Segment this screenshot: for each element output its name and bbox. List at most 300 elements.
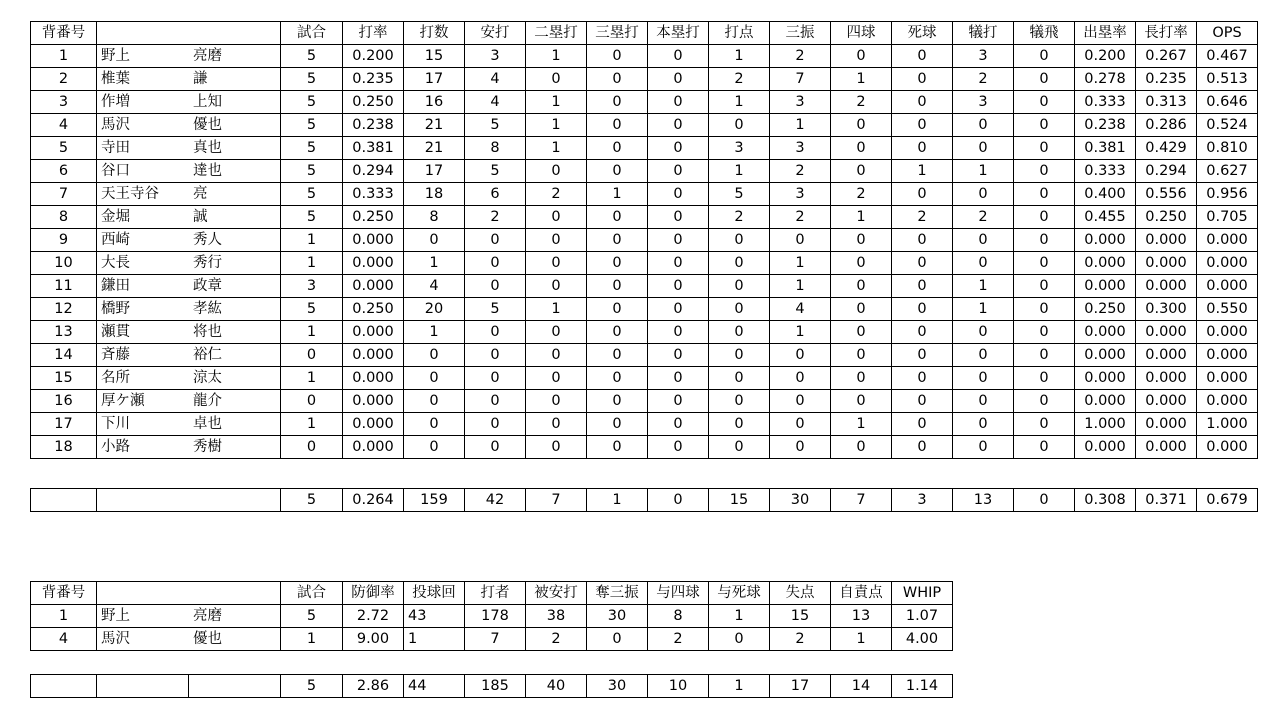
total-blank-cell <box>31 489 97 512</box>
pitching-header-cell: 試合 <box>281 582 343 605</box>
stat-t: 0 <box>587 45 648 68</box>
player-given-name: 優也 <box>193 117 222 133</box>
stat-h: 0 <box>465 321 526 344</box>
total-bb: 10 <box>648 675 709 698</box>
player-given-name: 龍介 <box>193 393 222 409</box>
stat-hbp: 0 <box>892 183 953 206</box>
stat-ab: 8 <box>404 206 465 229</box>
stat-slg: 0.000 <box>1136 436 1197 459</box>
batting-header-cell: OPS <box>1197 22 1258 45</box>
batting-row <box>31 114 1258 137</box>
player-given-name: 政章 <box>193 278 222 294</box>
stat-sh: 0 <box>953 114 1014 137</box>
stat-g: 5 <box>281 91 343 114</box>
batting-row <box>31 436 1258 459</box>
stat-avg: 0.000 <box>343 229 404 252</box>
total-ab: 159 <box>404 489 465 512</box>
stat-bb: 0 <box>831 229 892 252</box>
stat-bf: 7 <box>465 628 526 651</box>
player-name-cell <box>97 436 281 459</box>
player-family-name: 西崎 <box>101 232 130 248</box>
pitching-total-row <box>31 675 953 698</box>
stat-bb: 2 <box>831 91 892 114</box>
stat-obp: 0.250 <box>1075 298 1136 321</box>
stat-obp: 0.400 <box>1075 183 1136 206</box>
player-name-cell <box>97 298 281 321</box>
stat-t: 0 <box>587 344 648 367</box>
stat-sh: 0 <box>953 413 1014 436</box>
stat-avg: 0.250 <box>343 91 404 114</box>
stat-h: 8 <box>465 137 526 160</box>
stat-t: 0 <box>587 367 648 390</box>
stat-ops: 0.000 <box>1197 252 1258 275</box>
stat-sh: 0 <box>953 137 1014 160</box>
stat-slg: 0.429 <box>1136 137 1197 160</box>
stat-ab: 0 <box>404 413 465 436</box>
stat-ab: 17 <box>404 160 465 183</box>
stat-whip: 4.00 <box>892 628 953 651</box>
stat-hbp: 0 <box>892 137 953 160</box>
stat-ops: 0.000 <box>1197 367 1258 390</box>
stat-ops: 0.513 <box>1197 68 1258 91</box>
batting-header-cell: 二塁打 <box>526 22 587 45</box>
stat-g: 5 <box>281 298 343 321</box>
batting-total-table <box>30 488 1258 512</box>
stat-ab: 4 <box>404 275 465 298</box>
player-given-name: 亮 <box>193 186 208 202</box>
stat-ops: 0.705 <box>1197 206 1258 229</box>
stat-hr: 0 <box>648 344 709 367</box>
stat-avg: 0.250 <box>343 298 404 321</box>
stat-t: 1 <box>587 183 648 206</box>
jersey-number: 10 <box>31 252 97 275</box>
stat-rbi: 1 <box>709 45 770 68</box>
stat-d: 0 <box>526 206 587 229</box>
stat-so: 3 <box>770 183 831 206</box>
player-name-cell <box>97 390 281 413</box>
stat-ops: 0.467 <box>1197 45 1258 68</box>
stat-bb: 1 <box>831 413 892 436</box>
stat-avg: 0.000 <box>343 321 404 344</box>
pitching-header-row <box>31 582 953 605</box>
batting-row <box>31 321 1258 344</box>
stat-hr: 0 <box>648 275 709 298</box>
stat-hbp: 0 <box>892 436 953 459</box>
stat-hr: 0 <box>648 45 709 68</box>
stat-hr: 0 <box>648 137 709 160</box>
total-blank-cell <box>189 675 281 698</box>
stat-hbp: 0 <box>892 413 953 436</box>
stat-g: 1 <box>281 367 343 390</box>
jersey-number: 18 <box>31 436 97 459</box>
player-name-cell <box>97 229 281 252</box>
stat-ab: 18 <box>404 183 465 206</box>
player-name-cell <box>97 344 281 367</box>
stat-h: 0 <box>465 344 526 367</box>
stat-ops: 0.550 <box>1197 298 1258 321</box>
stat-avg: 0.381 <box>343 137 404 160</box>
stat-g: 5 <box>281 114 343 137</box>
stat-t: 0 <box>587 298 648 321</box>
batting-row <box>31 298 1258 321</box>
stat-t: 0 <box>587 229 648 252</box>
total-era: 2.86 <box>343 675 404 698</box>
stat-so: 0 <box>770 390 831 413</box>
stat-so: 3 <box>770 91 831 114</box>
stat-rbi: 2 <box>709 206 770 229</box>
player-given-name: 誠 <box>193 209 208 225</box>
stat-hr: 0 <box>648 68 709 91</box>
batting-stats-table <box>30 21 1258 459</box>
stat-hbp: 0 <box>892 91 953 114</box>
stat-sh: 0 <box>953 436 1014 459</box>
stat-ab: 1 <box>404 321 465 344</box>
batting-header-cell: 安打 <box>465 22 526 45</box>
batting-row <box>31 344 1258 367</box>
pitching-header-cell <box>97 582 281 605</box>
stat-hbp: 0 <box>892 321 953 344</box>
player-given-name: 真也 <box>193 140 222 156</box>
stat-hr: 0 <box>648 229 709 252</box>
player-name-cell <box>97 628 281 651</box>
stat-so: 7 <box>770 68 831 91</box>
pitching-header-cell: 投球回 <box>404 582 465 605</box>
stat-so: 2 <box>770 206 831 229</box>
batting-header-cell: 打点 <box>709 22 770 45</box>
stat-ops: 0.646 <box>1197 91 1258 114</box>
stat-sf: 0 <box>1014 45 1075 68</box>
player-family-name: 小路 <box>101 439 130 455</box>
stat-ab: 0 <box>404 390 465 413</box>
stat-hbp: 2 <box>892 206 953 229</box>
batting-row <box>31 45 1258 68</box>
stat-h: 5 <box>465 114 526 137</box>
stat-ops: 0.000 <box>1197 275 1258 298</box>
stat-so: 0 <box>770 367 831 390</box>
stat-h: 0 <box>465 252 526 275</box>
stat-g: 1 <box>281 252 343 275</box>
stat-slg: 0.000 <box>1136 413 1197 436</box>
player-name-cell <box>97 183 281 206</box>
stat-h: 5 <box>465 160 526 183</box>
stat-bb: 0 <box>831 275 892 298</box>
stat-slg: 0.000 <box>1136 275 1197 298</box>
stat-d: 0 <box>526 252 587 275</box>
stat-d: 0 <box>526 436 587 459</box>
stat-hr: 0 <box>648 367 709 390</box>
stat-ab: 0 <box>404 436 465 459</box>
stat-hbp: 0 <box>892 367 953 390</box>
stat-obp: 0.000 <box>1075 436 1136 459</box>
batting-row <box>31 137 1258 160</box>
stat-obp: 0.238 <box>1075 114 1136 137</box>
stat-h: 2 <box>526 628 587 651</box>
player-given-name: 上知 <box>193 94 222 110</box>
stat-rbi: 3 <box>709 137 770 160</box>
stat-sh: 1 <box>953 298 1014 321</box>
stat-sf: 0 <box>1014 390 1075 413</box>
stat-avg: 0.000 <box>343 413 404 436</box>
jersey-number: 7 <box>31 183 97 206</box>
total-d: 7 <box>526 489 587 512</box>
stat-bb: 2 <box>831 183 892 206</box>
stat-t: 0 <box>587 160 648 183</box>
player-name-cell <box>97 45 281 68</box>
stat-d: 0 <box>526 275 587 298</box>
jersey-number: 16 <box>31 390 97 413</box>
stat-sf: 0 <box>1014 436 1075 459</box>
player-name-cell <box>97 321 281 344</box>
stat-obp: 0.455 <box>1075 206 1136 229</box>
stat-ab: 0 <box>404 229 465 252</box>
stat-t: 0 <box>587 114 648 137</box>
stat-ab: 21 <box>404 114 465 137</box>
stat-sh: 0 <box>953 321 1014 344</box>
stat-rbi: 5 <box>709 183 770 206</box>
player-given-name: 亮磨 <box>193 608 222 624</box>
batting-row <box>31 229 1258 252</box>
stat-h: 4 <box>465 68 526 91</box>
stat-h: 5 <box>465 298 526 321</box>
batting-header-cell: 四球 <box>831 22 892 45</box>
stat-h: 0 <box>465 436 526 459</box>
total-sh: 13 <box>953 489 1014 512</box>
player-given-name: 達也 <box>193 163 222 179</box>
stat-h: 0 <box>465 390 526 413</box>
stat-rbi: 0 <box>709 413 770 436</box>
player-name-cell <box>97 252 281 275</box>
total-bf: 185 <box>465 675 526 698</box>
stat-obp: 0.000 <box>1075 344 1136 367</box>
batting-row <box>31 183 1258 206</box>
total-so: 30 <box>587 675 648 698</box>
stat-sf: 0 <box>1014 229 1075 252</box>
batting-header-cell: 長打率 <box>1136 22 1197 45</box>
player-given-name: 秀人 <box>193 232 222 248</box>
stat-ab: 0 <box>404 367 465 390</box>
player-name-cell <box>97 367 281 390</box>
stat-bb: 8 <box>648 605 709 628</box>
stat-obp: 0.000 <box>1075 252 1136 275</box>
stat-d: 0 <box>526 321 587 344</box>
stat-obp: 0.000 <box>1075 321 1136 344</box>
stat-whip: 1.07 <box>892 605 953 628</box>
stat-ab: 15 <box>404 45 465 68</box>
player-given-name: 涼太 <box>193 370 222 386</box>
stat-g: 1 <box>281 229 343 252</box>
stat-h: 0 <box>465 229 526 252</box>
stat-slg: 0.300 <box>1136 298 1197 321</box>
stat-so: 3 <box>770 137 831 160</box>
player-given-name: 亮磨 <box>193 48 222 64</box>
player-name-cell <box>97 91 281 114</box>
player-family-name: 寺田 <box>101 140 130 156</box>
batting-row <box>31 160 1258 183</box>
pitching-header-cell: 奪三振 <box>587 582 648 605</box>
stat-d: 0 <box>526 344 587 367</box>
stat-t: 0 <box>587 321 648 344</box>
stat-so: 0 <box>770 436 831 459</box>
stat-slg: 0.000 <box>1136 367 1197 390</box>
total-blank-cell <box>97 489 281 512</box>
stat-t: 0 <box>587 91 648 114</box>
total-bb: 7 <box>831 489 892 512</box>
stat-sf: 0 <box>1014 252 1075 275</box>
stat-avg: 0.000 <box>343 252 404 275</box>
stat-ops: 0.000 <box>1197 436 1258 459</box>
stat-d: 0 <box>526 229 587 252</box>
stat-t: 0 <box>587 206 648 229</box>
total-avg: 0.264 <box>343 489 404 512</box>
total-g: 5 <box>281 675 343 698</box>
player-family-name: 金堀 <box>101 209 130 225</box>
stat-bb: 0 <box>831 45 892 68</box>
pitching-header-cell: 自責点 <box>831 582 892 605</box>
batting-row <box>31 252 1258 275</box>
jersey-number: 6 <box>31 160 97 183</box>
stat-rbi: 0 <box>709 229 770 252</box>
stat-hr: 0 <box>648 91 709 114</box>
stat-sf: 0 <box>1014 160 1075 183</box>
stat-g: 5 <box>281 68 343 91</box>
batting-row <box>31 275 1258 298</box>
stat-bb: 0 <box>831 114 892 137</box>
player-family-name: 斉藤 <box>101 347 130 363</box>
batting-row <box>31 413 1258 436</box>
stat-g: 5 <box>281 183 343 206</box>
total-blank-cell <box>97 675 189 698</box>
player-family-name: 厚ケ瀬 <box>101 393 145 409</box>
batting-header-row <box>31 22 1258 45</box>
stat-hr: 0 <box>648 413 709 436</box>
stat-rbi: 1 <box>709 91 770 114</box>
total-ops: 0.679 <box>1197 489 1258 512</box>
batting-header-cell: 試合 <box>281 22 343 45</box>
stat-bb: 0 <box>831 252 892 275</box>
player-family-name: 鎌田 <box>101 278 130 294</box>
stat-ops: 0.956 <box>1197 183 1258 206</box>
stat-bb: 0 <box>831 321 892 344</box>
stat-so: 1 <box>770 114 831 137</box>
stat-slg: 0.000 <box>1136 390 1197 413</box>
jersey-number: 5 <box>31 137 97 160</box>
stat-d: 0 <box>526 390 587 413</box>
stat-d: 0 <box>526 160 587 183</box>
jersey-number: 13 <box>31 321 97 344</box>
stat-bb: 0 <box>831 137 892 160</box>
stat-sh: 0 <box>953 229 1014 252</box>
stat-ab: 16 <box>404 91 465 114</box>
pitching-row <box>31 605 953 628</box>
stat-ops: 0.000 <box>1197 229 1258 252</box>
stat-sf: 0 <box>1014 68 1075 91</box>
stat-hbp: 1 <box>709 605 770 628</box>
stat-sf: 0 <box>1014 344 1075 367</box>
stat-era: 2.72 <box>343 605 404 628</box>
stat-so: 30 <box>587 605 648 628</box>
player-name-cell <box>97 413 281 436</box>
stat-sh: 3 <box>953 91 1014 114</box>
pitching-header-cell: 防御率 <box>343 582 404 605</box>
stat-ops: 0.000 <box>1197 321 1258 344</box>
player-name-cell <box>97 114 281 137</box>
stat-slg: 0.000 <box>1136 229 1197 252</box>
total-hr: 0 <box>648 489 709 512</box>
stat-bf: 178 <box>465 605 526 628</box>
player-family-name: 瀬貫 <box>101 324 130 340</box>
stat-so: 2 <box>770 45 831 68</box>
jersey-number: 9 <box>31 229 97 252</box>
total-g: 5 <box>281 489 343 512</box>
batting-header-cell <box>97 22 281 45</box>
batting-row <box>31 91 1258 114</box>
stat-sf: 0 <box>1014 367 1075 390</box>
stat-sh: 2 <box>953 206 1014 229</box>
stat-sf: 0 <box>1014 91 1075 114</box>
stat-obp: 0.000 <box>1075 367 1136 390</box>
stat-so: 0 <box>587 628 648 651</box>
stat-bb: 0 <box>831 298 892 321</box>
stat-slg: 0.250 <box>1136 206 1197 229</box>
player-family-name: 椎葉 <box>101 71 130 87</box>
player-family-name: 馬沢 <box>101 631 130 647</box>
batting-header-cell: 犠打 <box>953 22 1014 45</box>
stat-t: 0 <box>587 275 648 298</box>
batting-header-cell: 打数 <box>404 22 465 45</box>
player-family-name: 下川 <box>101 416 130 432</box>
stat-so: 1 <box>770 275 831 298</box>
player-name-cell <box>97 137 281 160</box>
stat-slg: 0.000 <box>1136 321 1197 344</box>
stat-er: 1 <box>831 628 892 651</box>
pitching-header-cell: 失点 <box>770 582 831 605</box>
stat-obp: 0.000 <box>1075 275 1136 298</box>
stat-hr: 0 <box>648 390 709 413</box>
jersey-number: 11 <box>31 275 97 298</box>
stat-slg: 0.294 <box>1136 160 1197 183</box>
stat-so: 0 <box>770 344 831 367</box>
stat-obp: 0.200 <box>1075 45 1136 68</box>
stat-hbp: 0 <box>892 390 953 413</box>
stat-slg: 0.000 <box>1136 344 1197 367</box>
batting-header-cell: 三塁打 <box>587 22 648 45</box>
stat-obp: 0.333 <box>1075 160 1136 183</box>
stat-er: 13 <box>831 605 892 628</box>
jersey-number: 14 <box>31 344 97 367</box>
stat-d: 1 <box>526 298 587 321</box>
stat-g: 0 <box>281 390 343 413</box>
stat-ops: 0.627 <box>1197 160 1258 183</box>
batting-header-cell: 出塁率 <box>1075 22 1136 45</box>
player-given-name: 秀樹 <box>193 439 222 455</box>
stat-d: 0 <box>526 68 587 91</box>
stat-avg: 0.333 <box>343 183 404 206</box>
stat-hbp: 0 <box>892 344 953 367</box>
stat-so: 0 <box>770 413 831 436</box>
stat-so: 4 <box>770 298 831 321</box>
stat-hbp: 0 <box>892 298 953 321</box>
stat-ab: 21 <box>404 137 465 160</box>
player-family-name: 大長 <box>101 255 130 271</box>
stat-g: 5 <box>281 137 343 160</box>
stat-rbi: 0 <box>709 298 770 321</box>
player-given-name: 将也 <box>193 324 222 340</box>
stat-hr: 0 <box>648 206 709 229</box>
stat-ab: 20 <box>404 298 465 321</box>
stat-ip: 43 <box>404 605 465 628</box>
stat-ops: 1.000 <box>1197 413 1258 436</box>
total-r: 17 <box>770 675 831 698</box>
